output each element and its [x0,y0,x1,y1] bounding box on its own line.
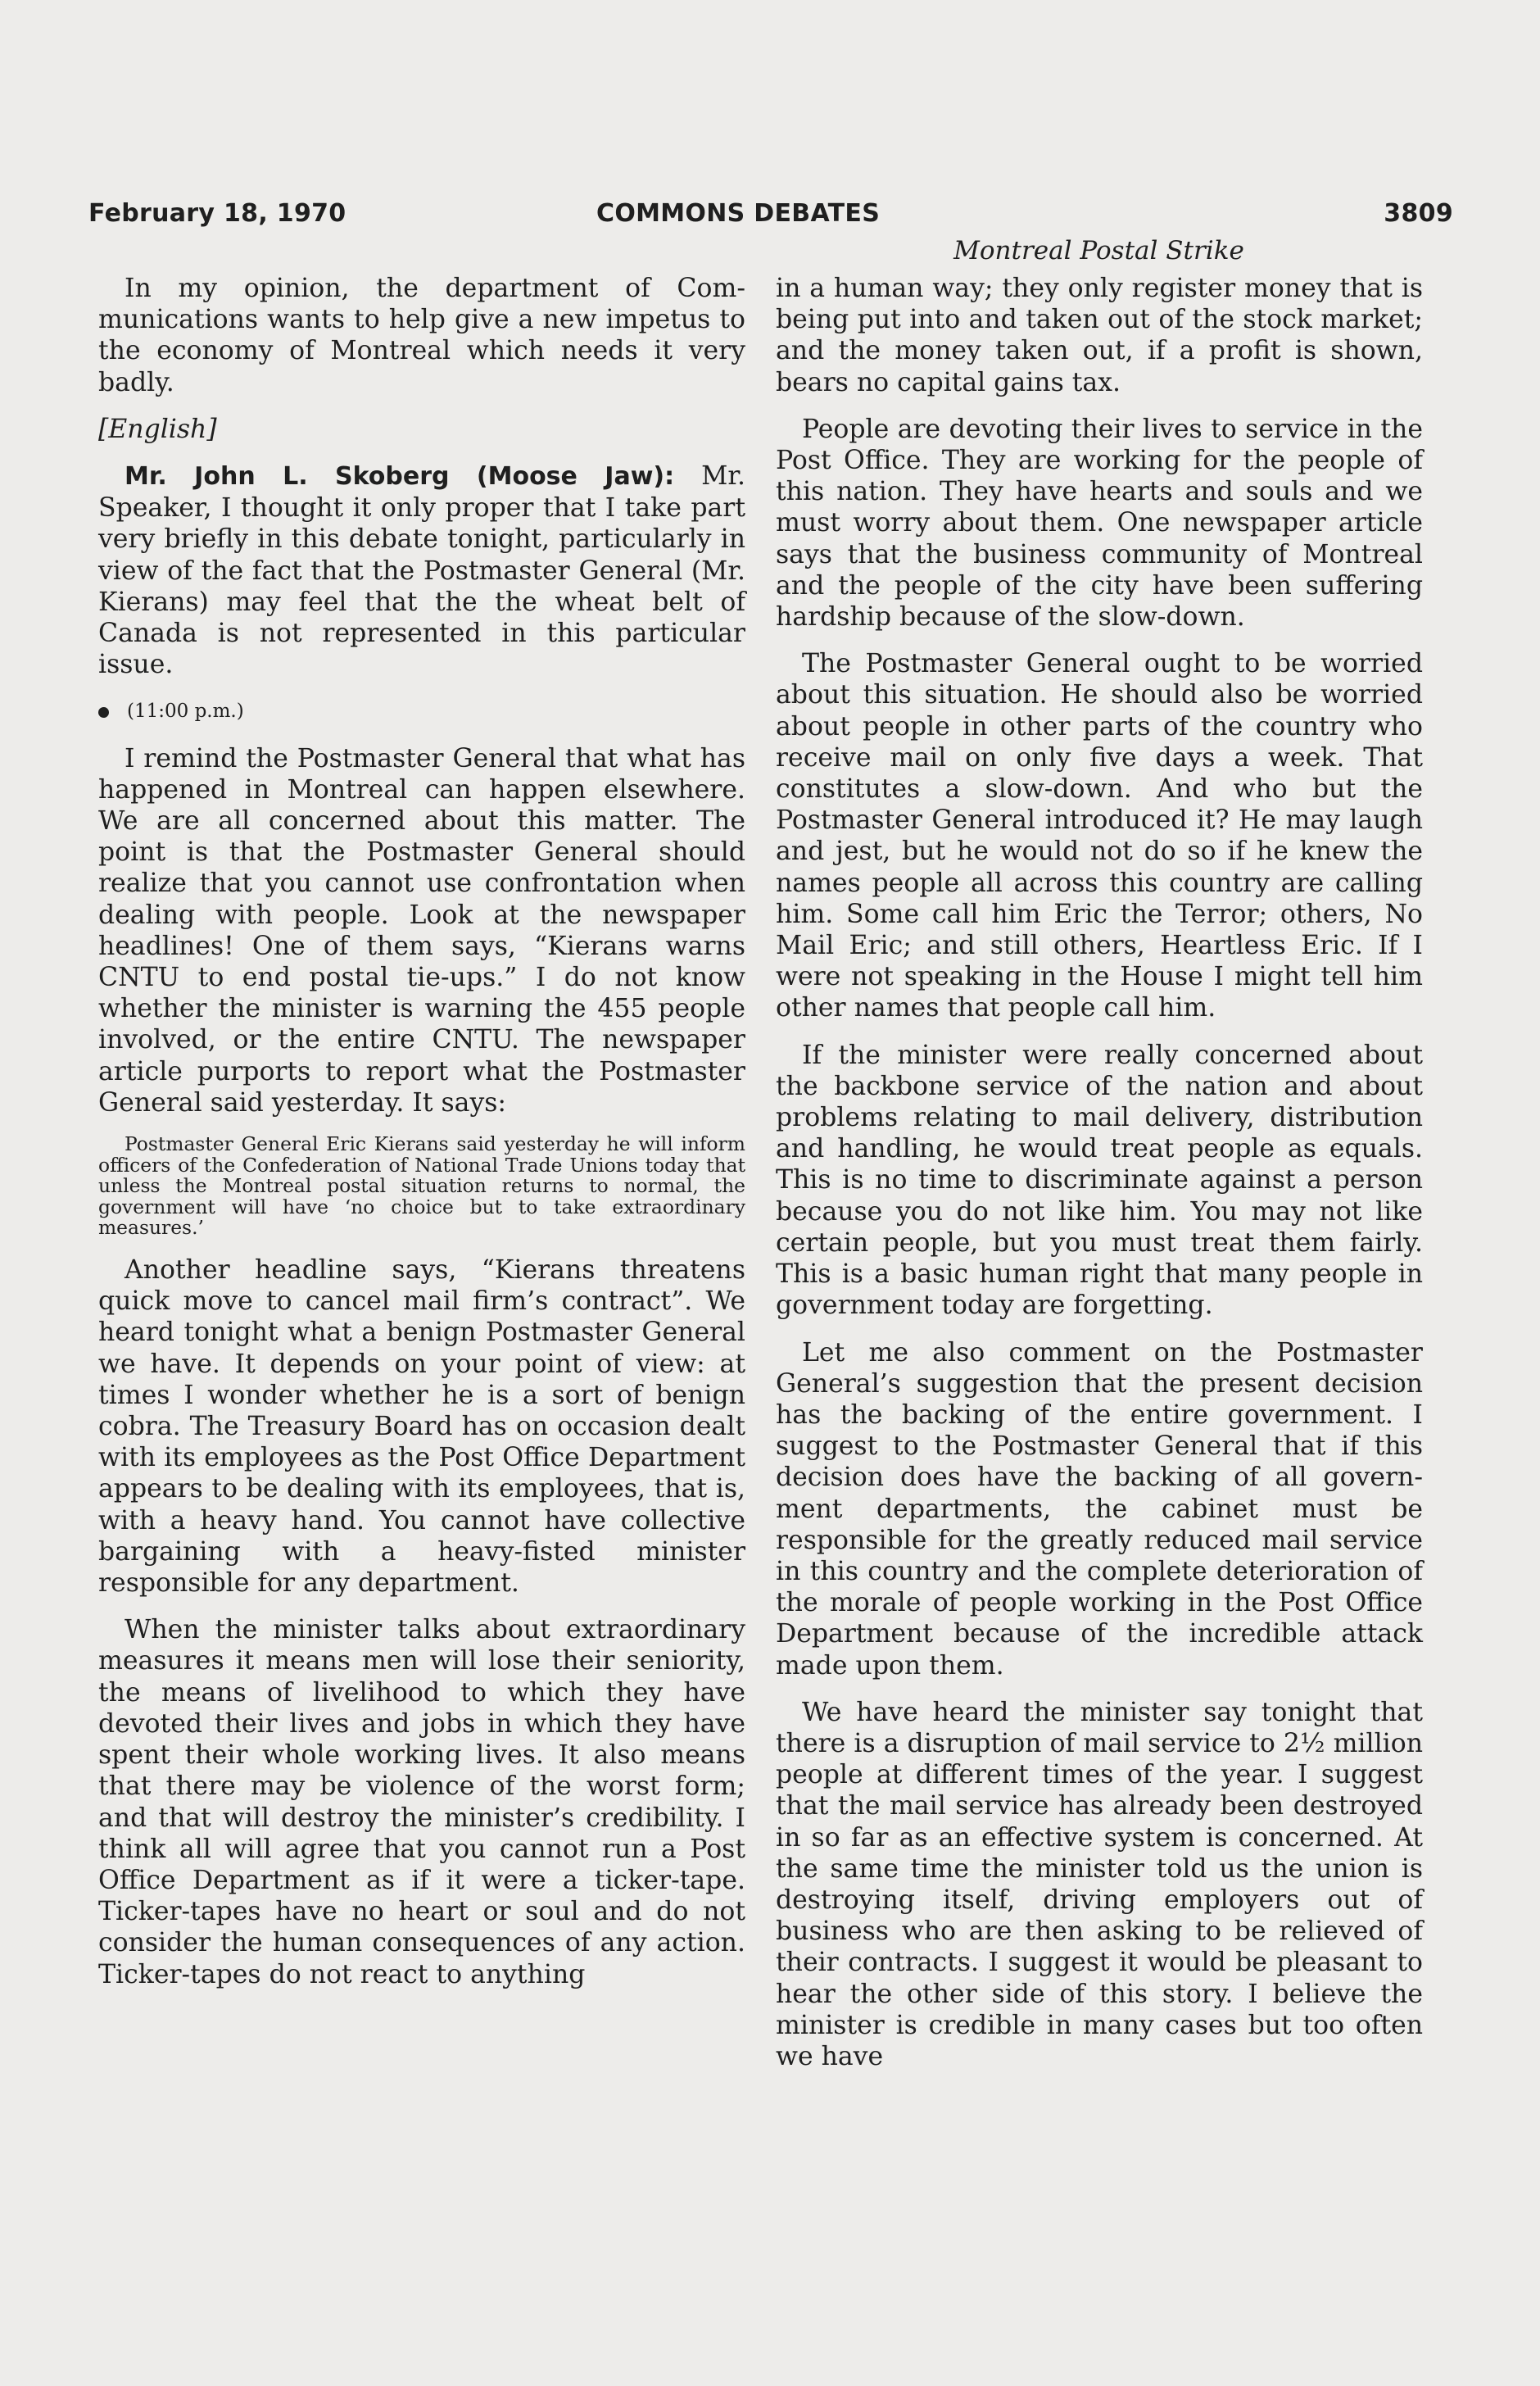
paragraph: In my opinion, the department of Communications wants to help give a new impetus to the economy of Montreal which needs it very badly. [98,274,745,397]
time-stamp-text: (11:00 p.m.) [127,701,244,723]
paragraph-continued: in a human way; they only register money that is being put into and taken out of the stock market; and the money taken out, if a profit is shown, bears no capital gains tax. [776,274,1423,397]
paragraph: If the minister were really concerned about the backbone service of the nation and about problems relating to mail delivery, distribution and handling, he would treat people as equals. This is no time to discriminate against a person because you do not like him. You may not like certain people, but you must treat them fairly. This is a basic human right that many people in government today are forgetting. [776,1040,1423,1321]
header-date: February 18, 1970 [88,199,346,228]
paragraph: People are devoting their lives to service in the Post Office. They are working for the people of this nation. They have hearts and souls and we must worry about them. One newspaper article says that the business community of Montreal and the people of the city have been suffering hardship because of the slow-down. [776,414,1423,633]
paragraph-text: Mr. Speaker, I thought it only proper that I take part very briefly in this debate tonight, particularly in view of the fact that the Postmaster General (Mr. Kierans) may feel that the the wheat belt of Canada is not represented in this particular issue. [98,461,746,680]
header-page-number: 3809 [1384,199,1453,228]
paragraph: Let me also comment on the Postmaster General’s suggestion that the present decision has the backing of the entire government. I suggest to the Postmaster General that if this decision does have the backing of all government departments, the cabinet must be responsible for the greatly reduced mail service in this country and the complete deterioration of the morale of people working in the Post Office Department because of the incredible attack made upon them. [776,1337,1423,1681]
paragraph: I remind the Postmaster General that what has happened in Montreal can happen elsewhere. We are all concerned about this matter. The point is that the Postmaster General should realize that you cannot use confrontation when dealing with people. Look at the newspaper headlines! One of them says, “Kierans warns CNTU to end postal tie-ups.” I do not know whether the minister is warning the 455 people involved, or the entire CNTU. The newspaper article purports to report what the Postmaster General said yesterday. It says: [98,743,745,1118]
speaker-paragraph [98,460,745,680]
page-header [88,199,1453,232]
left-column [98,273,745,2006]
header-title: COMMONS DEBATES [596,199,881,228]
bullet-icon [98,707,109,718]
paragraph: The Postmaster General ought to be worried about this situation. He should also be worried about people in other parts of the country who receive mail on only five days a week. That constitutes a slow-down. And who but the Postmaster General introduced it? He may laugh and jest, but he would not do so if he knew the names people all across this country are calling him. Some call him Eric the Terror; others, No Mail Eric; and still others, Heartless Eric. If I were not speaking in the House I might tell him other names that people call him. [776,649,1423,1023]
paragraph: Another headline says, “Kierans threatens quick move to cancel mail firm’s contract”. We heard tonight what a benign Postmaster General we have. It depends on your point of view: at times I wonder whether he is a sort of benign cobra. The Treasury Board has on occasion dealt with its employees as the Post Office Department appears to be dealing with its employees, that is, with a heavy hand. You cannot have collective bargaining with a heavy-fisted minister responsible for any department. [98,1255,745,1599]
block-quote: Postmaster General Eric Kierans said yesterday he will inform officers of the Confederation of National Trade Unions today that unless the Montreal postal situation returns to normal, the government will have ‘no choice but to take extraordinary measures.’ [98,1132,745,1240]
speaker-name: Mr. John L. Skoberg (Moose Jaw): [125,462,675,492]
language-tag: [English] [98,414,217,444]
right-column [776,273,1423,2088]
time-stamp [98,696,745,727]
paragraph: We have heard the minister say tonight that there is a disruption of mail service to 2½ million people at different times of the year. I suggest that the mail service has already been destroyed in so far as an effective system is concerned. At the same time the minister told us the union is destroying itself, driving employers out of business who are then asking to be relieved of their contracts. I suggest it would be pleasant to hear the other side of this story. I believe the minister is credible in many cases but too often we have [776,1697,1423,2071]
topic-heading: Montreal Postal Strike [953,236,1244,265]
paragraph: When the minister talks about extraordinary measures it means men will lose their seniority, the means of livelihood to which they have devoted their lives and jobs in which they have spent their whole working lives. It also means that there may be violence of the worst form; and that will destroy the minister’s credibility. I think all will agree that you cannot run a Post Office Department as if it were a ticker-tape. Ticker-tapes have no heart or soul and do not consider the human consequences of any action. Ticker-tapes do not react to anything [98,1615,745,1989]
